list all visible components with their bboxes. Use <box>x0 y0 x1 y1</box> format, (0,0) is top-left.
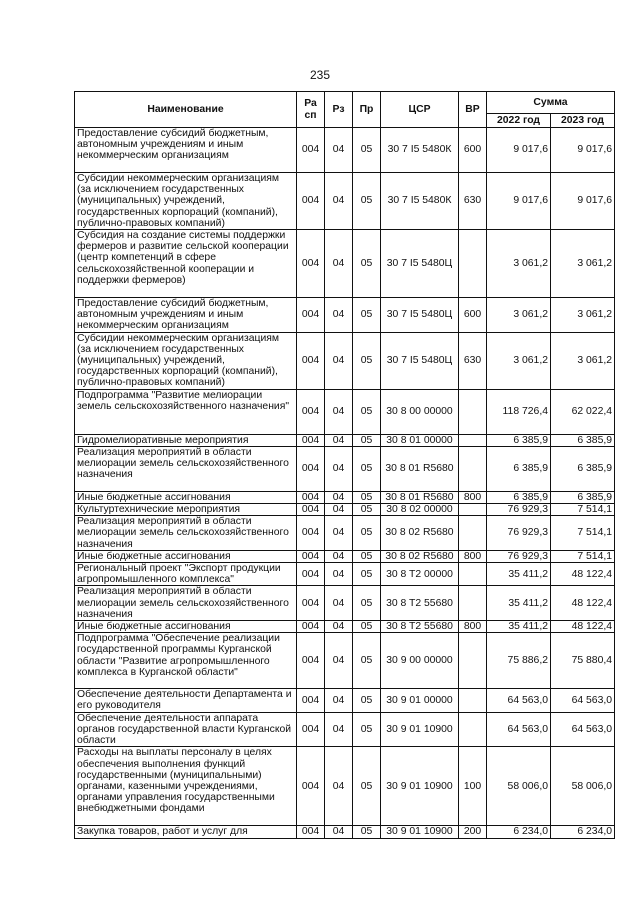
row-name: Реализация мероприятий в области мелиорации земель сельскохозяйственного назначения <box>75 586 297 621</box>
table-row <box>75 621 615 633</box>
row-pr: 05 <box>353 633 381 689</box>
row-pr: 05 <box>353 747 381 826</box>
row-rz: 04 <box>325 689 353 712</box>
table-row <box>75 504 615 516</box>
row-rz: 04 <box>325 389 353 434</box>
row-sum-2022: 6 385,9 <box>487 491 551 503</box>
row-rasp: 004 <box>297 621 325 633</box>
row-sum-2023: 48 122,4 <box>551 563 615 586</box>
row-pr: 05 <box>353 516 381 551</box>
row-csr: 30 9 00 00000 <box>381 633 459 689</box>
row-sum-2023: 6 385,9 <box>551 434 615 446</box>
row-sum-2022: 58 006,0 <box>487 747 551 826</box>
row-sum-2022: 6 234,0 <box>487 826 551 838</box>
row-csr: 30 8 T2 00000 <box>381 563 459 586</box>
row-csr: 30 8 01 00000 <box>381 434 459 446</box>
row-rz: 04 <box>325 563 353 586</box>
table-row <box>75 586 615 621</box>
row-csr: 30 8 00 00000 <box>381 389 459 434</box>
row-name: Подпрограмма "Обеспечение реализации государственной программы Курганской области "Развитие агропромышленного комплекса в Курганской области" <box>75 633 297 689</box>
row-vr: 630 <box>459 173 487 230</box>
header-rasp: Ра сп <box>297 92 325 128</box>
row-name: Расходы на выплаты персоналу в целях обеспечения выполнения функций государственными (муниципальными) органами, казенными учреждениями, органами управления государственными внебюджетными фондами <box>75 747 297 826</box>
table-row <box>75 230 615 298</box>
table-row <box>75 747 615 826</box>
header-csr: ЦСР <box>381 92 459 128</box>
row-vr: 800 <box>459 550 487 562</box>
row-pr: 05 <box>353 586 381 621</box>
row-pr: 05 <box>353 563 381 586</box>
row-csr: 30 9 01 00000 <box>381 689 459 712</box>
row-csr: 30 7 I5 5480К <box>381 128 459 173</box>
row-vr: 800 <box>459 491 487 503</box>
row-sum-2022: 6 385,9 <box>487 434 551 446</box>
row-csr: 30 9 01 10900 <box>381 826 459 838</box>
row-sum-2023: 58 006,0 <box>551 747 615 826</box>
row-csr: 30 8 T2 55680 <box>381 621 459 633</box>
row-name: Реализация мероприятий в области мелиорации земель сельскохозяйственного назначения <box>75 446 297 491</box>
row-csr: 30 8 02 00000 <box>381 504 459 516</box>
row-rasp: 004 <box>297 633 325 689</box>
row-rz: 04 <box>325 586 353 621</box>
row-pr: 05 <box>353 128 381 173</box>
row-sum-2022: 76 929,3 <box>487 550 551 562</box>
row-rz: 04 <box>325 173 353 230</box>
row-pr: 05 <box>353 298 381 333</box>
row-csr: 30 8 01 R5680 <box>381 491 459 503</box>
table-row <box>75 550 615 562</box>
row-csr: 30 9 01 10900 <box>381 747 459 826</box>
row-vr <box>459 504 487 516</box>
row-sum-2023: 3 061,2 <box>551 332 615 389</box>
table-row <box>75 446 615 491</box>
row-sum-2023: 7 514,1 <box>551 516 615 551</box>
row-csr: 30 8 T2 55680 <box>381 586 459 621</box>
row-vr <box>459 712 487 747</box>
row-sum-2023: 7 514,1 <box>551 504 615 516</box>
row-rasp: 004 <box>297 434 325 446</box>
row-pr: 05 <box>353 434 381 446</box>
row-sum-2023: 48 122,4 <box>551 621 615 633</box>
row-sum-2022: 9 017,6 <box>487 173 551 230</box>
row-rz: 04 <box>325 298 353 333</box>
row-pr: 05 <box>353 389 381 434</box>
row-rz: 04 <box>325 332 353 389</box>
row-rz: 04 <box>325 491 353 503</box>
row-sum-2022: 76 929,3 <box>487 516 551 551</box>
row-vr: 200 <box>459 826 487 838</box>
row-sum-2022: 64 563,0 <box>487 712 551 747</box>
row-vr <box>459 230 487 298</box>
row-pr: 05 <box>353 446 381 491</box>
row-rasp: 004 <box>297 389 325 434</box>
row-vr <box>459 633 487 689</box>
row-rz: 04 <box>325 550 353 562</box>
table-row <box>75 826 615 838</box>
row-sum-2023: 3 061,2 <box>551 230 615 298</box>
header-name: Наименование <box>75 92 297 128</box>
row-name: Предоставление субсидий бюджетным, автономным учреждениям и иным некоммерческим организациям <box>75 298 297 333</box>
row-pr: 05 <box>353 712 381 747</box>
header-vr: ВР <box>459 92 487 128</box>
row-rasp: 004 <box>297 550 325 562</box>
row-sum-2022: 118 726,4 <box>487 389 551 434</box>
row-sum-2022: 35 411,2 <box>487 621 551 633</box>
row-vr: 600 <box>459 298 487 333</box>
row-pr: 05 <box>353 491 381 503</box>
table-row <box>75 434 615 446</box>
table-row <box>75 712 615 747</box>
row-sum-2022: 9 017,6 <box>487 128 551 173</box>
row-csr: 30 7 I5 5480Ц <box>381 298 459 333</box>
row-rasp: 004 <box>297 491 325 503</box>
row-rz: 04 <box>325 712 353 747</box>
row-csr: 30 7 I5 5480Ц <box>381 230 459 298</box>
row-csr: 30 8 01 R5680 <box>381 446 459 491</box>
row-name: Подпрограмма "Развитие мелиорации земель сельскохозяйственного назначения" <box>75 389 297 434</box>
row-vr: 600 <box>459 128 487 173</box>
row-name: Региональный проект "Экспорт продукции агропромышленного комплекса" <box>75 563 297 586</box>
row-pr: 05 <box>353 332 381 389</box>
row-pr: 05 <box>353 173 381 230</box>
row-rasp: 004 <box>297 298 325 333</box>
row-sum-2023: 6 385,9 <box>551 446 615 491</box>
header-pr: Пр <box>353 92 381 128</box>
row-rz: 04 <box>325 516 353 551</box>
row-csr: 30 9 01 10900 <box>381 712 459 747</box>
row-name: Обеспечение деятельности Департамента и его руководителя <box>75 689 297 712</box>
row-sum-2022: 75 886,2 <box>487 633 551 689</box>
row-rz: 04 <box>325 633 353 689</box>
header-year-2023: 2023 год <box>551 114 615 128</box>
page-number: 235 <box>309 68 331 82</box>
row-sum-2022: 3 061,2 <box>487 230 551 298</box>
row-pr: 05 <box>353 230 381 298</box>
row-csr: 30 8 02 R5680 <box>381 516 459 551</box>
row-rz: 04 <box>325 826 353 838</box>
row-rasp: 004 <box>297 173 325 230</box>
table-row <box>75 298 615 333</box>
row-sum-2022: 64 563,0 <box>487 689 551 712</box>
row-vr <box>459 563 487 586</box>
table-row <box>75 563 615 586</box>
table-row <box>75 689 615 712</box>
row-sum-2023: 64 563,0 <box>551 689 615 712</box>
table-row <box>75 633 615 689</box>
row-rasp: 004 <box>297 826 325 838</box>
row-sum-2022: 3 061,2 <box>487 298 551 333</box>
row-name: Обеспечение деятельности аппарата органов государственной власти Курганской области <box>75 712 297 747</box>
row-rasp: 004 <box>297 332 325 389</box>
row-vr: 800 <box>459 621 487 633</box>
row-sum-2023: 6 234,0 <box>551 826 615 838</box>
row-rasp: 004 <box>297 446 325 491</box>
row-pr: 05 <box>353 504 381 516</box>
row-vr <box>459 516 487 551</box>
row-vr <box>459 389 487 434</box>
budget-table <box>74 91 615 839</box>
row-sum-2022: 35 411,2 <box>487 563 551 586</box>
row-rasp: 004 <box>297 230 325 298</box>
row-rasp: 004 <box>297 586 325 621</box>
row-csr: 30 7 I5 5480К <box>381 173 459 230</box>
row-name: Иные бюджетные ассигнования <box>75 491 297 503</box>
row-vr: 100 <box>459 747 487 826</box>
row-sum-2022: 76 929,3 <box>487 504 551 516</box>
row-name: Иные бюджетные ассигнования <box>75 550 297 562</box>
table-row <box>75 173 615 230</box>
table-row <box>75 491 615 503</box>
row-rasp: 004 <box>297 128 325 173</box>
row-pr: 05 <box>353 550 381 562</box>
row-sum-2022: 3 061,2 <box>487 332 551 389</box>
row-rz: 04 <box>325 621 353 633</box>
row-name: Гидромелиоративные мероприятия <box>75 434 297 446</box>
row-rz: 04 <box>325 128 353 173</box>
row-sum-2023: 75 880,4 <box>551 633 615 689</box>
row-rasp: 004 <box>297 689 325 712</box>
header-sum: Сумма <box>487 92 615 114</box>
row-name: Культуртехнические мероприятия <box>75 504 297 516</box>
table-row <box>75 128 615 173</box>
row-name: Субсидии некоммерческим организациям (за исключением государственных (муниципальных) учреждений, государственных корпораций (компаний), публично-правовых компаний) <box>75 173 297 230</box>
row-csr: 30 8 02 R5680 <box>381 550 459 562</box>
row-sum-2022: 35 411,2 <box>487 586 551 621</box>
row-rz: 04 <box>325 434 353 446</box>
row-csr: 30 7 I5 5480Ц <box>381 332 459 389</box>
row-name: Иные бюджетные ассигнования <box>75 621 297 633</box>
row-name: Закупка товаров, работ и услуг для <box>75 826 297 838</box>
row-sum-2023: 6 385,9 <box>551 491 615 503</box>
row-vr <box>459 434 487 446</box>
row-pr: 05 <box>353 689 381 712</box>
row-sum-2023: 48 122,4 <box>551 586 615 621</box>
row-rasp: 004 <box>297 504 325 516</box>
row-rasp: 004 <box>297 516 325 551</box>
row-vr <box>459 446 487 491</box>
row-sum-2023: 9 017,6 <box>551 128 615 173</box>
table-row <box>75 516 615 551</box>
row-pr: 05 <box>353 826 381 838</box>
row-vr <box>459 689 487 712</box>
row-sum-2023: 64 563,0 <box>551 712 615 747</box>
row-sum-2022: 6 385,9 <box>487 446 551 491</box>
row-sum-2023: 62 022,4 <box>551 389 615 434</box>
header-rz: Рз <box>325 92 353 128</box>
table-row <box>75 389 615 434</box>
row-name: Реализация мероприятий в области мелиорации земель сельскохозяйственного назначения <box>75 516 297 551</box>
row-rz: 04 <box>325 504 353 516</box>
row-sum-2023: 3 061,2 <box>551 298 615 333</box>
table-row <box>75 332 615 389</box>
row-rz: 04 <box>325 747 353 826</box>
header-year-2022: 2022 год <box>487 114 551 128</box>
row-rz: 04 <box>325 230 353 298</box>
row-rasp: 004 <box>297 712 325 747</box>
row-rasp: 004 <box>297 563 325 586</box>
row-name: Субсидия на создание системы поддержки фермеров и развитие сельской кооперации (центр компетенций в сфере сельскохозяйственной кооперации и поддержки фермеров) <box>75 230 297 298</box>
row-vr: 630 <box>459 332 487 389</box>
row-sum-2023: 9 017,6 <box>551 173 615 230</box>
row-name: Предоставление субсидий бюджетным, автономным учреждениям и иным некоммерческим организациям <box>75 128 297 173</box>
row-pr: 05 <box>353 621 381 633</box>
row-vr <box>459 586 487 621</box>
row-rz: 04 <box>325 446 353 491</box>
row-rasp: 004 <box>297 747 325 826</box>
row-sum-2023: 7 514,1 <box>551 550 615 562</box>
row-name: Субсидии некоммерческим организациям (за исключением государственных (муниципальных) учреждений, государственных корпораций (компаний), публично-правовых компаний) <box>75 332 297 389</box>
